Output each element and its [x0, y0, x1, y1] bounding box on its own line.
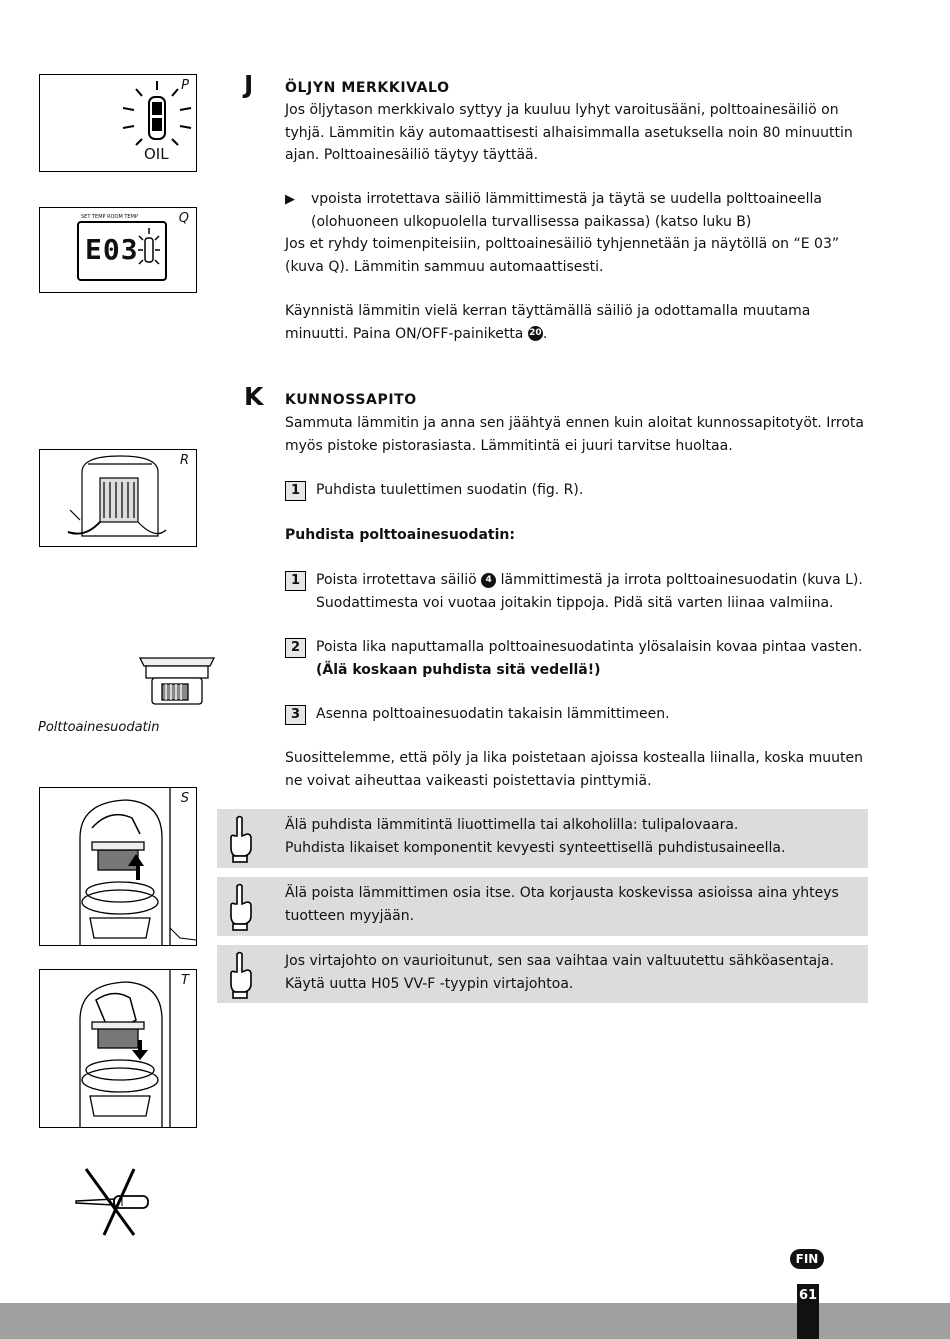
figure-p-oil-indicator [39, 74, 197, 172]
step2-main: Poista lika naputtamalla polttoainesuodatinta ylösalaisin kovaa pintaa vasten. [316, 639, 863, 655]
figure-q-display [39, 207, 197, 293]
section-j-title: ÖLJYN MERKKIVALO [285, 80, 450, 96]
blinking-indicator-icon [137, 226, 163, 276]
step-fan-number: 1 [285, 481, 306, 501]
warning-2-text: Älä poista lämmittimen osia itse. Ota korjausta koskevissa asioissa aina yhteys tuotteen myyjään. [285, 885, 839, 924]
warning-box-2 [217, 877, 868, 936]
warning-3-line-2: Käytä uutta H05 VV-F -tyypin virtajohtoa. [285, 975, 574, 992]
figure-s-label: S [180, 791, 189, 806]
language-badge: FIN [790, 1249, 824, 1269]
figure-q-label: Q [178, 211, 189, 226]
step1-pre: Poista irrotettava säiliö [316, 572, 477, 588]
button-ref-20: 20 [528, 326, 543, 341]
oil-text: OIL [144, 145, 169, 163]
step1-post: lämmittimestä ja irrota polttoainesuodatin (kuva L). Suodattimesta voi vuotaa joitakin tippoja. Pidä sitä varten liinaa valmiina. [316, 572, 863, 611]
bullet-line-2: (olohuoneen ulkopuolella turvallisessa paikassa) (katso luku B) [311, 214, 752, 230]
fuel-filter-icon [138, 652, 218, 708]
figure-r-label: R [179, 453, 189, 468]
restart-text: Käynnistä lämmitin vielä kerran täyttämällä säiliö ja odottamalla muutama minuutti. Paina ON/OFF-painiketta [285, 303, 811, 342]
figure-r-fan-filter [39, 449, 197, 547]
bullet-arrow-icon: ▶ [285, 192, 295, 207]
pointing-hand-icon [225, 882, 257, 932]
no-screwdriver-icon [72, 1163, 162, 1243]
step3-number: 3 [285, 705, 306, 725]
section-j-letter: J [244, 70, 254, 99]
filter-removal-icon [40, 788, 196, 945]
heater-back-icon [40, 450, 196, 546]
figure-t-insert-filter [39, 969, 197, 1128]
warning-3-line-1: Jos virtajohto on vaurioitunut, sen saa vaihtaa vain valtuutettu sähköasentaja. [285, 953, 835, 969]
warning-1-line-2: Puhdista likaiset komponentit kevyesti synteettisellä puhdistusaineella. [285, 839, 786, 856]
warning-1-text [285, 814, 865, 859]
section-j-restart [285, 300, 875, 345]
recommendation-text: Suosittelemme, että pöly ja lika poistetaan ajoissa kostealla liinalla, koska muuten ne voivat aiheuttaa vaikeasti poistettavia pinttymiä. [285, 750, 863, 789]
step3-text: Asenna polttoainesuodatin takaisin lämmittimeen. [316, 706, 670, 722]
bullet-line-1: vpoista irrotettava säiliö lämmittimestä ja täytä se uudella polttoaineella [311, 191, 822, 207]
step2-warning: (Älä koskaan puhdista sitä vedellä!) [316, 661, 601, 678]
section-j-after-bullet: Jos et ryhdy toimenpiteisiin, polttoainesäiliö tyhjennetään ja näytöllä on “E 03” (kuva Q). Lämmitin sammuu automaattisesti. [285, 236, 840, 275]
step-fan-text: Puhdista tuulettimen suodatin (fig. R). [316, 482, 584, 498]
warning-box-3 [217, 945, 868, 1003]
section-k-letter: K [244, 382, 264, 411]
section-k-title: KUNNOSSAPITO [285, 392, 417, 408]
step1-text [316, 569, 876, 614]
tank-ref-4: 4 [481, 573, 496, 588]
warning-3-text [285, 950, 865, 995]
pointing-hand-icon [225, 950, 257, 1000]
pointing-hand-icon [225, 814, 257, 864]
warning-1-line-1: Älä puhdista lämmitintä liuottimella tai alkoholilla: tulipalovaara. [285, 817, 739, 833]
page-number: 61 [798, 1288, 818, 1303]
lcd-display [77, 214, 167, 281]
display-header: SET TEMP ROOM TEMP [81, 214, 138, 220]
filter-heading: Puhdista polttoainesuodatin: [285, 527, 515, 543]
display-code: E03 [85, 233, 139, 266]
filter-caption: Polttoainesuodatin [38, 720, 160, 735]
section-j-intro: Jos öljytason merkkivalo syttyy ja kuuluu lyhyt varoitusääni, polttoainesäiliö on tyhjä. Lämmitin käy automaattisesti alhaisimmalla asetuksella noin 80 minuuttin ajan. Polttoainesäiliö täytyy täyttää. [285, 102, 853, 163]
step1-number: 1 [285, 571, 306, 591]
filter-insert-icon [40, 970, 196, 1127]
figure-t-label: T [181, 973, 189, 988]
step2-number: 2 [285, 638, 306, 658]
figure-p-label: P [181, 78, 189, 93]
step2-text [316, 636, 876, 681]
restart-end: . [542, 325, 548, 342]
warning-box-1 [217, 809, 868, 868]
section-k-intro: Sammuta lämmitin ja anna sen jäähtyä ennen kuin aloitat kunnossapitotyöt. Irrota myös pistoke pistorasiasta. Lämmitintä ei juuri tarvitse huoltaa. [285, 415, 864, 454]
figure-s-remove-filter [39, 787, 197, 946]
